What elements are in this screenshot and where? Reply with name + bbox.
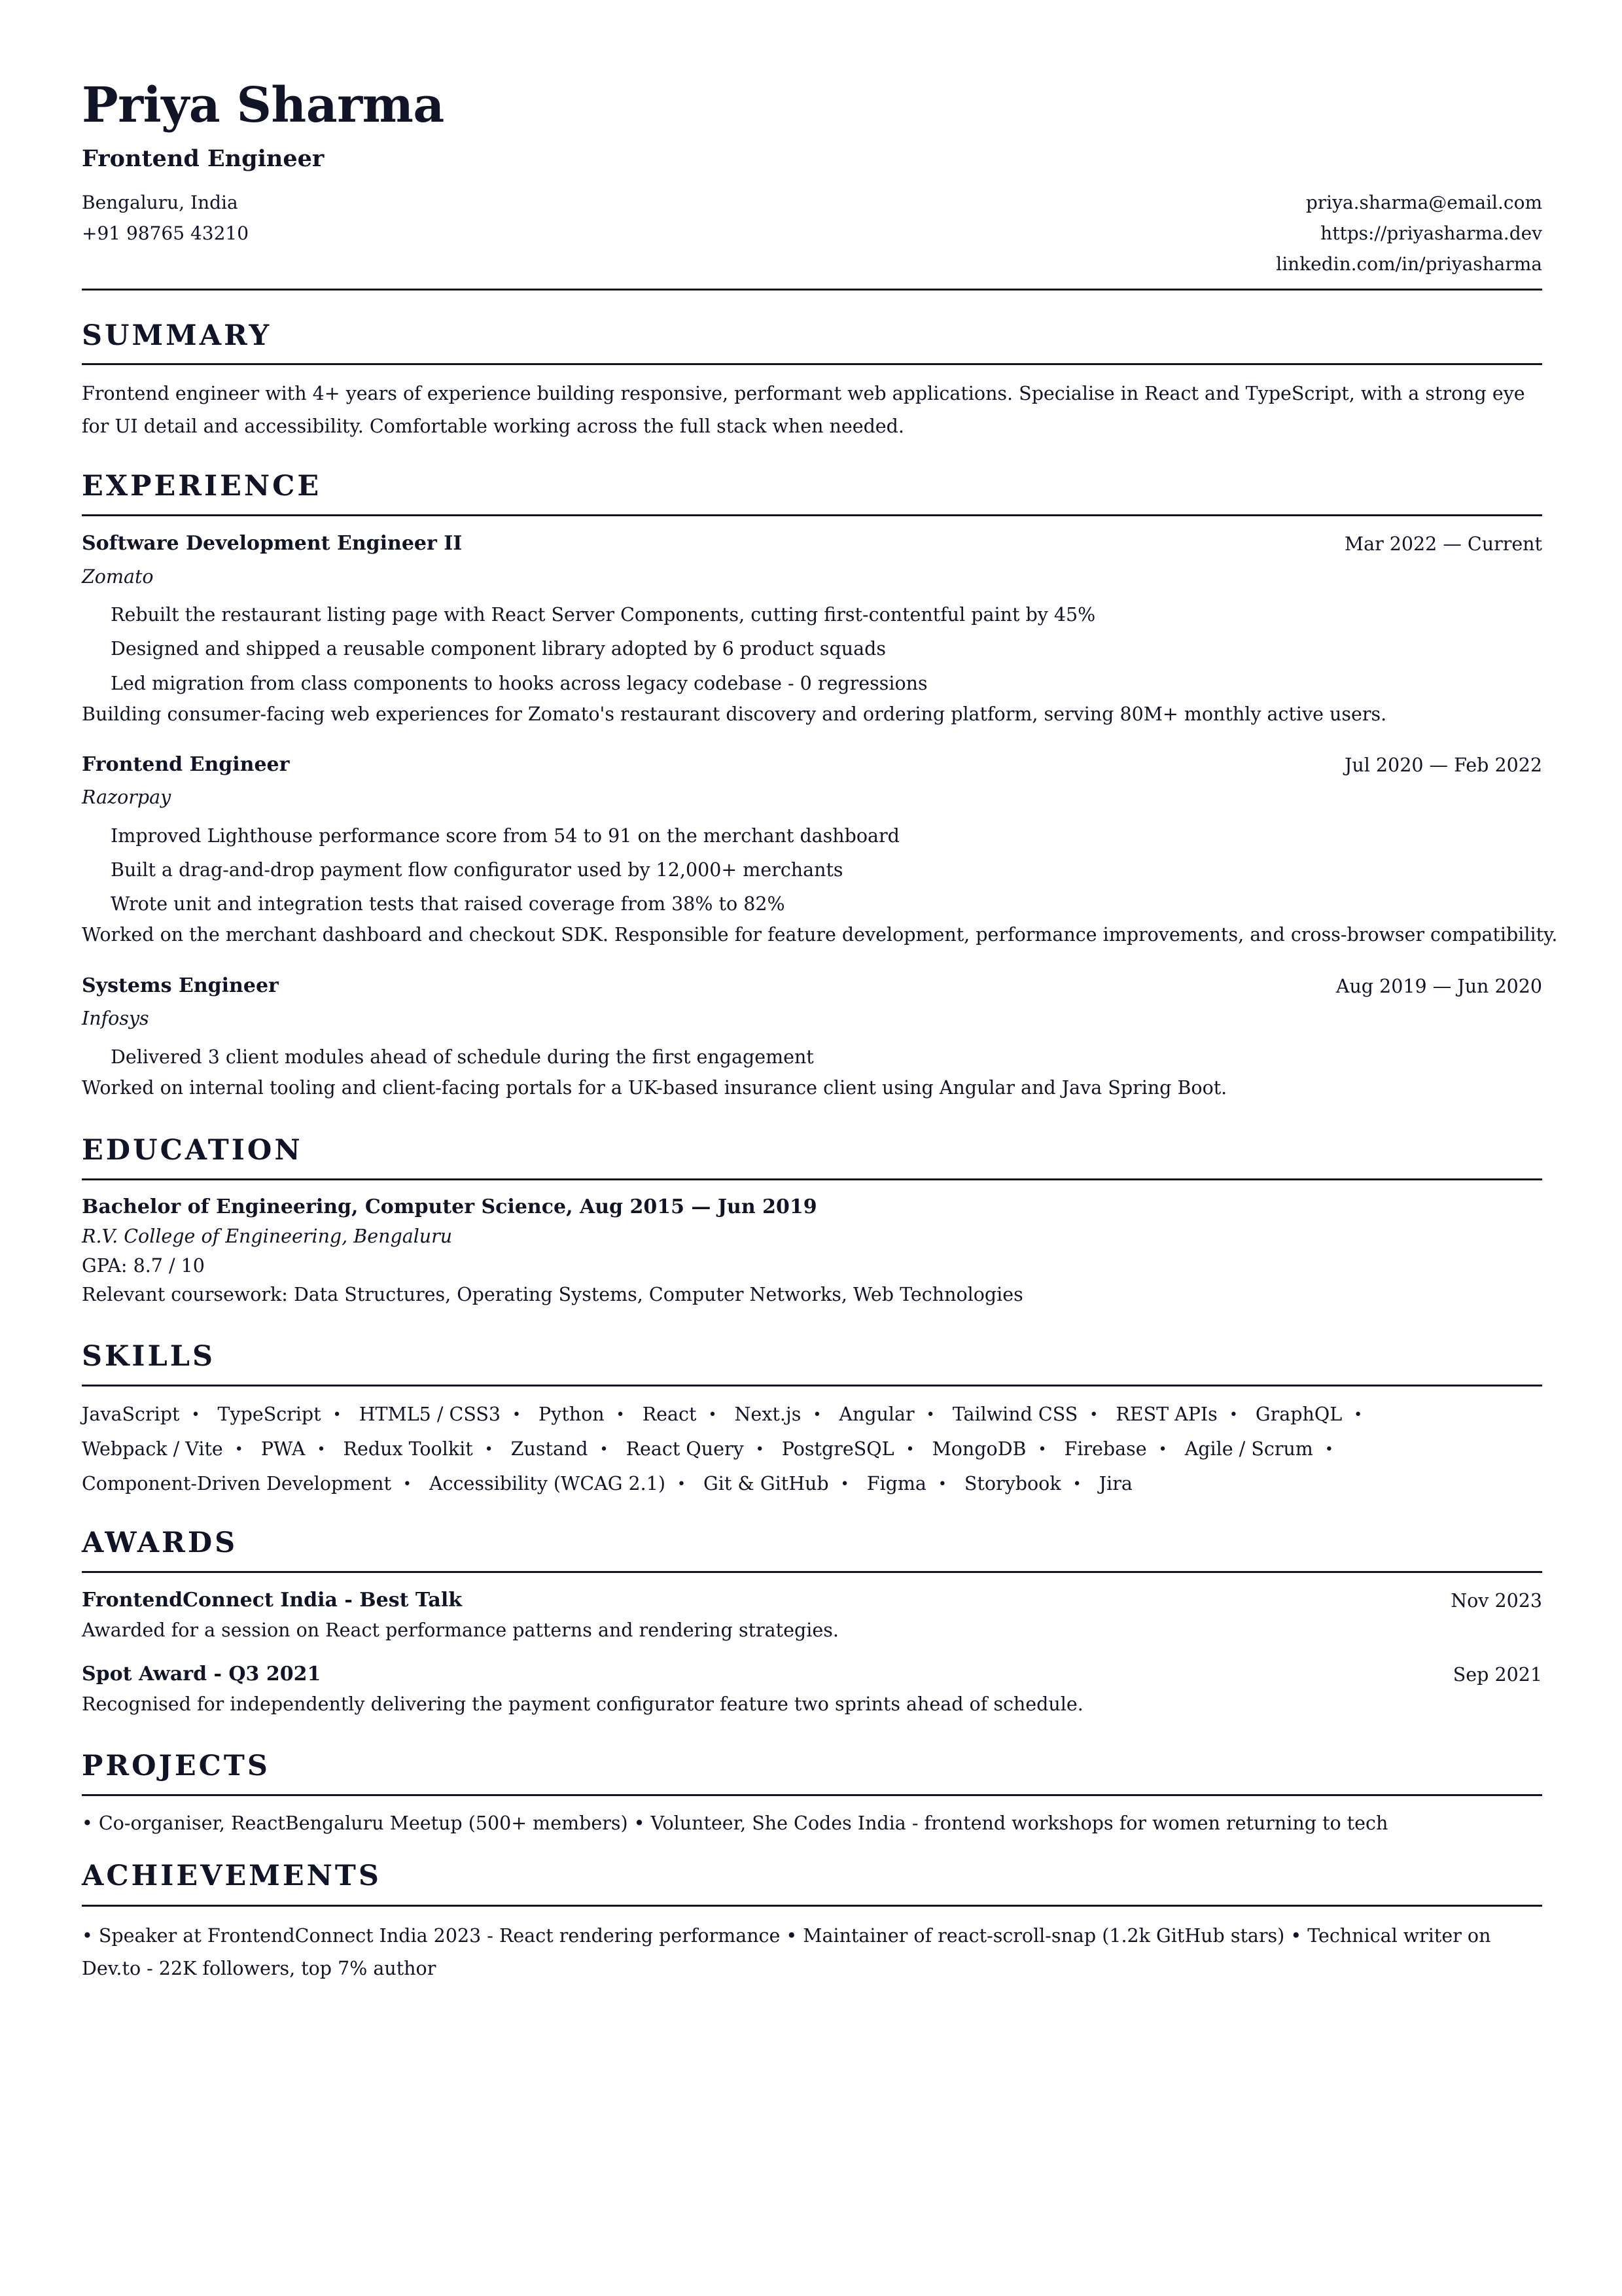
job-company: Razorpay <box>82 786 171 808</box>
skill-item: Component-Driven Development <box>82 1473 391 1494</box>
skill-separator: • <box>708 1407 717 1423</box>
job-bullet: Led migration from class components to hooks across legacy codebase - 0 regressions <box>111 673 928 694</box>
skill-separator: • <box>317 1441 326 1458</box>
skill-separator: • <box>191 1407 200 1423</box>
job-title: Software Development Engineer II <box>82 532 463 555</box>
skill-separator: • <box>926 1407 935 1423</box>
skill-item: React Query <box>626 1438 744 1460</box>
skills-divider <box>82 1385 1542 1386</box>
award-name: FrontendConnect India - Best Talk <box>82 1589 463 1612</box>
skill-separator: • <box>484 1441 493 1458</box>
skill-separator: • <box>938 1476 947 1492</box>
skills-list <box>82 1398 1508 1502</box>
job-bullet: Designed and shipped a reusable component library adopted by 6 product squads <box>111 638 886 660</box>
skill-item: Angular <box>839 1404 915 1425</box>
skill-item: PWA <box>260 1438 306 1460</box>
skill-item: Storybook <box>964 1473 1061 1494</box>
award-name: Spot Award - Q3 2021 <box>82 1663 321 1686</box>
skill-separator: • <box>1354 1407 1363 1423</box>
education-divider <box>82 1178 1542 1180</box>
skill-item: Next.js <box>734 1404 802 1425</box>
skill-item: Python <box>538 1404 605 1425</box>
skill-item: MongoDB <box>932 1438 1027 1460</box>
skill-separator: • <box>1324 1441 1333 1458</box>
education-heading: EDUCATION <box>82 1134 303 1167</box>
contact-right <box>1276 187 1542 279</box>
coursework: Relevant coursework: Data Structures, Operating Systems, Computer Networks, Web Technologies <box>82 1284 1023 1305</box>
skill-item: Redux Toolkit <box>343 1438 473 1460</box>
skill-item: TypeScript <box>217 1404 321 1425</box>
skill-item: GraphQL <box>1255 1404 1343 1425</box>
skill-item: Accessibility (WCAG 2.1) <box>429 1473 665 1494</box>
skill-separator: • <box>906 1441 915 1458</box>
job-bullet: Improved Lighthouse performance score from 54 to 91 on the merchant dashboard <box>111 825 900 847</box>
skills-heading: SKILLS <box>82 1340 216 1373</box>
skill-separator: • <box>1038 1441 1047 1458</box>
skill-separator: • <box>677 1476 686 1492</box>
skill-item: Git & GitHub <box>703 1473 829 1494</box>
summary-divider <box>82 363 1542 365</box>
skill-item: React <box>642 1404 697 1425</box>
achievements-divider <box>82 1905 1542 1907</box>
school: R.V. College of Engineering, Bengaluru <box>82 1226 453 1247</box>
job-date: Jul 2020 — Feb 2022 <box>1344 754 1542 776</box>
skill-separator: • <box>512 1407 521 1423</box>
header-divider <box>82 289 1542 291</box>
job-description: Building consumer-facing web experiences for Zomato's restaurant discovery and ordering platform, serving 80M+ monthly active users. <box>82 703 1387 725</box>
award-description: Recognised for independently delivering the payment configurator feature two sprints ahead of schedule. <box>82 1693 1084 1715</box>
website-link[interactable]: https://priyasharma.dev <box>1320 222 1542 244</box>
job-title: Systems Engineer <box>82 974 279 997</box>
skill-item: REST APIs <box>1116 1404 1218 1425</box>
gpa: GPA: 8.7 / 10 <box>82 1255 205 1277</box>
achievements-text: • Speaker at FrontendConnect India 2023 - React rendering performance • Maintainer of react-scroll-snap (1.2k GitHub stars) • Technical writer on Dev.to - 22K followers, top 7% author <box>82 1925 1491 1979</box>
skill-separator: • <box>1072 1476 1082 1492</box>
job-description: Worked on the merchant dashboard and checkout SDK. Responsible for feature development, performance improvements, and cross-browser compatibility. <box>82 924 1558 945</box>
location: Bengaluru, India <box>82 192 238 213</box>
job-date: Mar 2022 — Current <box>1344 533 1542 555</box>
job-bullet: Delivered 3 client modules ahead of schedule during the first engagement <box>111 1046 814 1068</box>
award-date: Nov 2023 <box>1451 1590 1542 1612</box>
candidate-role: Frontend Engineer <box>82 145 325 172</box>
awards-divider <box>82 1571 1542 1573</box>
skill-separator: • <box>840 1476 849 1492</box>
job-bullet: Built a drag-and-drop payment flow configurator used by 12,000+ merchants <box>111 859 843 881</box>
skill-separator: • <box>616 1407 625 1423</box>
job-company: Infosys <box>82 1008 149 1029</box>
job-date: Aug 2019 — Jun 2020 <box>1335 976 1542 997</box>
skill-item: JavaScript <box>82 1404 180 1425</box>
candidate-name: Priya Sharma <box>82 77 444 133</box>
linkedin-link[interactable]: linkedin.com/in/priyasharma <box>1276 253 1542 275</box>
awards-heading: AWARDS <box>82 1527 238 1559</box>
contact-left <box>82 187 249 249</box>
skill-item: Firebase <box>1064 1438 1147 1460</box>
projects-text: • Co-organiser, ReactBengaluru Meetup (500+ members) • Volunteer, She Codes India - frontend workshops for women returning to tech <box>82 1812 1388 1834</box>
job-bullet: Rebuilt the restaurant listing page with React Server Components, cutting first-contentful paint by 45% <box>111 604 1096 626</box>
experience-heading: EXPERIENCE <box>82 470 322 503</box>
degree: Bachelor of Engineering, Computer Science, Aug 2015 — Jun 2019 <box>82 1195 817 1218</box>
job-company: Zomato <box>82 566 154 588</box>
award-date: Sep 2021 <box>1453 1664 1542 1686</box>
skill-item: PostgreSQL <box>781 1438 894 1460</box>
skill-separator: • <box>813 1407 822 1423</box>
email-link[interactable]: priya.sharma@email.com <box>1305 192 1542 213</box>
achievements-heading: ACHIEVEMENTS <box>82 1860 381 1892</box>
skill-separator: • <box>1229 1407 1238 1423</box>
skill-item: Jira <box>1099 1473 1133 1494</box>
job-description: Worked on internal tooling and client-facing portals for a UK-based insurance client using Angular and Java Spring Boot. <box>82 1077 1227 1099</box>
skill-item: Zustand <box>510 1438 588 1460</box>
skill-item: Figma <box>866 1473 926 1494</box>
skill-item: Tailwind CSS <box>952 1404 1078 1425</box>
skill-separator: • <box>402 1476 412 1492</box>
skill-separator: • <box>599 1441 608 1458</box>
skill-item: Agile / Scrum <box>1184 1438 1313 1460</box>
skill-separator: • <box>234 1441 243 1458</box>
skill-separator: • <box>755 1441 764 1458</box>
award-description: Awarded for a session on React performance patterns and rendering strategies. <box>82 1619 839 1641</box>
experience-divider <box>82 514 1542 516</box>
skill-item: HTML5 / CSS3 <box>359 1404 501 1425</box>
skill-separator: • <box>332 1407 342 1423</box>
skill-item: Webpack / Vite <box>82 1438 223 1460</box>
projects-divider <box>82 1794 1542 1796</box>
summary-heading: SUMMARY <box>82 319 272 352</box>
skill-separator: • <box>1158 1441 1167 1458</box>
projects-heading: PROJECTS <box>82 1750 270 1782</box>
skill-separator: • <box>1089 1407 1099 1423</box>
phone: +91 98765 43210 <box>82 222 249 244</box>
job-title: Frontend Engineer <box>82 753 290 776</box>
job-bullet: Wrote unit and integration tests that raised coverage from 38% to 82% <box>111 893 785 915</box>
summary-text: Frontend engineer with 4+ years of experience building responsive, performant web applications. Specialise in React and TypeScript, with a strong eye for UI detail and accessibility. Comfortable working across the full stack when needed. <box>82 383 1525 437</box>
